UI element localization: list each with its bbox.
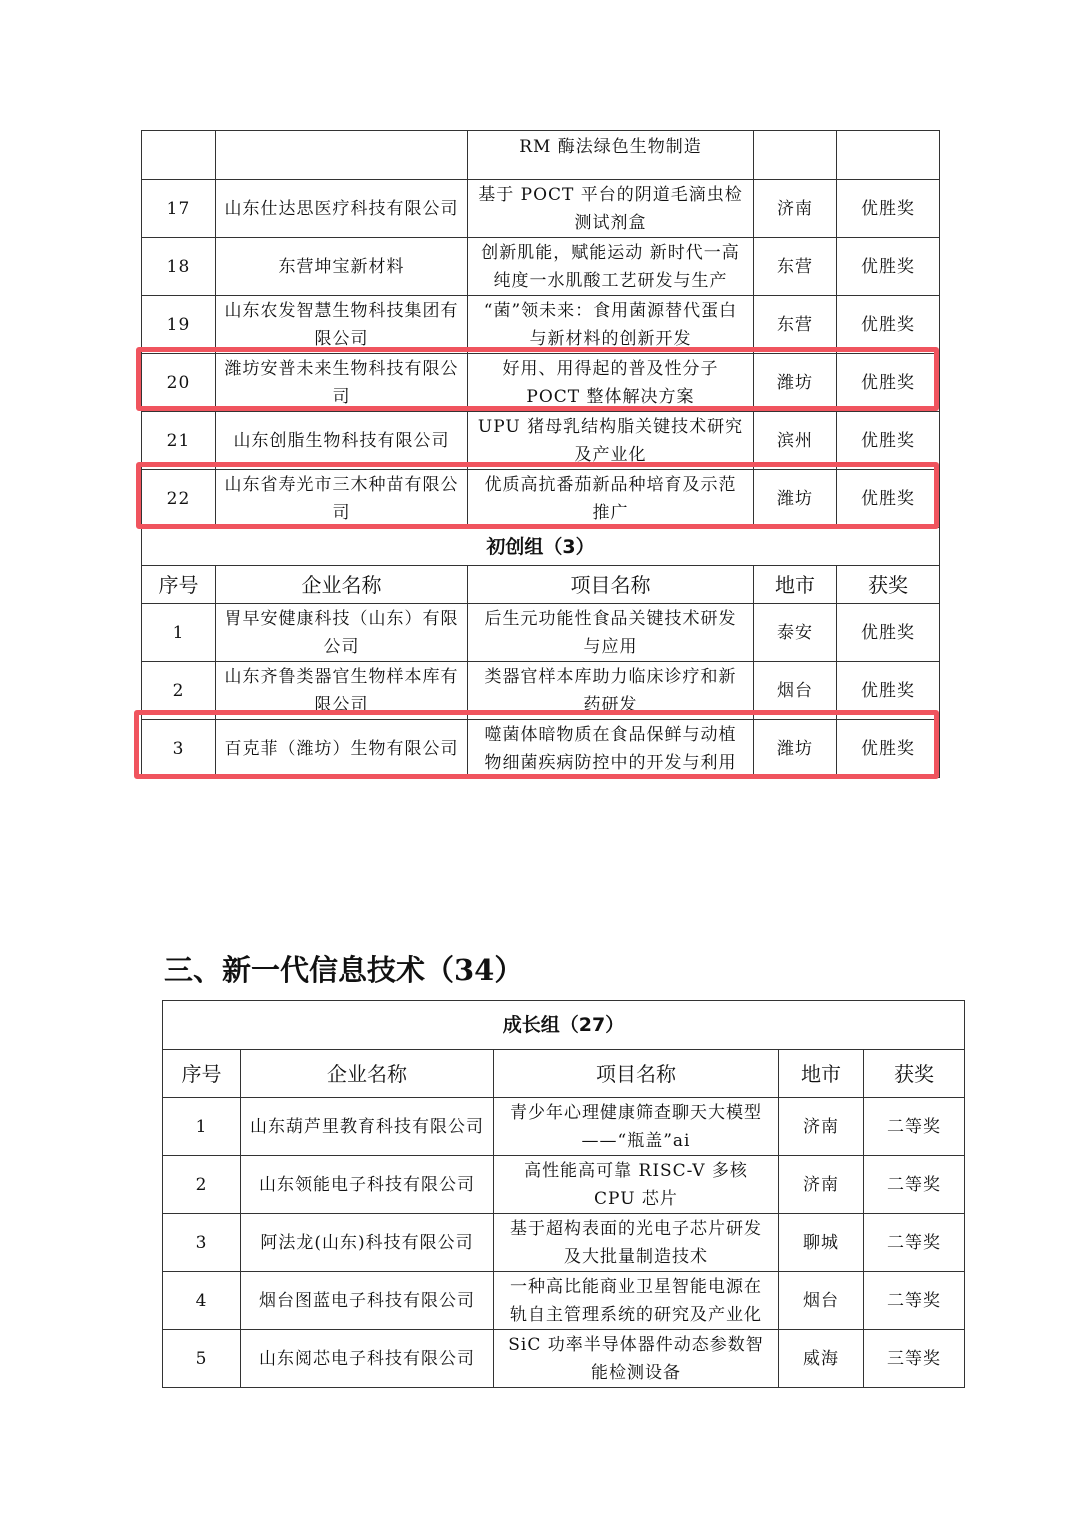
- no-cell: 22: [142, 470, 216, 528]
- header-company: 企业名称: [216, 566, 468, 604]
- no-cell: [142, 131, 216, 180]
- project-cell: “菌”领未来：食用菌源替代蛋白与新材料的创新开发: [468, 296, 754, 354]
- group-title-row: [163, 1001, 965, 1050]
- award-cell: 优胜奖: [837, 180, 940, 238]
- city-cell: 济南: [779, 1156, 864, 1214]
- table-row: [142, 238, 940, 296]
- header-city: 地市: [779, 1050, 864, 1098]
- company-cell: [216, 131, 468, 180]
- no-cell: 1: [163, 1098, 241, 1156]
- table-row: [142, 296, 940, 354]
- header-row: [142, 566, 940, 604]
- no-cell: 2: [163, 1156, 241, 1214]
- no-cell: 19: [142, 296, 216, 354]
- no-cell: 5: [163, 1330, 241, 1388]
- city-cell: 潍坊: [754, 720, 837, 778]
- project-cell: 一种高比能商业卫星智能电源在轨自主管理系统的研究及产业化: [494, 1272, 779, 1330]
- city-cell: [754, 131, 837, 180]
- city-cell: 东营: [754, 296, 837, 354]
- header-row: [163, 1050, 965, 1098]
- project-cell: 好用、用得起的普及性分子 POCT 整体解决方案: [468, 354, 754, 412]
- company-cell: 山东农发智慧生物科技集团有限公司: [216, 296, 468, 354]
- city-cell: 聊城: [779, 1214, 864, 1272]
- award-cell: 优胜奖: [837, 662, 940, 720]
- table-row: [163, 1156, 965, 1214]
- project-cell: 类器官样本库助力临床诊疗和新药研发: [468, 662, 754, 720]
- company-cell: 潍坊安普未来生物科技有限公司: [216, 354, 468, 412]
- group-title-row: [142, 528, 940, 566]
- project-cell: UPU 猪母乳结构脂关键技术研究及产业化: [468, 412, 754, 470]
- header-award: 获奖: [837, 566, 940, 604]
- table-row: [142, 662, 940, 720]
- info-tech-award-table: [162, 1000, 965, 1388]
- award-cell: 二等奖: [864, 1098, 965, 1156]
- award-cell: 二等奖: [864, 1214, 965, 1272]
- project-cell: SiC 功率半导体器件动态参数智能检测设备: [494, 1330, 779, 1388]
- award-cell: 优胜奖: [837, 470, 940, 528]
- city-cell: 烟台: [779, 1272, 864, 1330]
- no-cell: 17: [142, 180, 216, 238]
- no-cell: 3: [163, 1214, 241, 1272]
- table-row: [142, 412, 940, 470]
- project-cell: 优质高抗番茄新品种培育及示范推广: [468, 470, 754, 528]
- company-cell: 山东仕达思医疗科技有限公司: [216, 180, 468, 238]
- header-award: 获奖: [864, 1050, 965, 1098]
- award-cell: 优胜奖: [837, 720, 940, 778]
- biotech-award-table: [141, 130, 940, 778]
- company-cell: 山东省寿光市三木种苗有限公司: [216, 470, 468, 528]
- table-row: [142, 720, 940, 778]
- award-cell: 三等奖: [864, 1330, 965, 1388]
- city-cell: 潍坊: [754, 354, 837, 412]
- no-cell: 20: [142, 354, 216, 412]
- city-cell: 烟台: [754, 662, 837, 720]
- no-cell: 21: [142, 412, 216, 470]
- company-cell: 山东创脂生物科技有限公司: [216, 412, 468, 470]
- header-city: 地市: [754, 566, 837, 604]
- project-cell: RM 酶法绿色生物制造: [468, 131, 754, 180]
- project-cell: 青少年心理健康筛查聊天大模型——“瓶盖”ai: [494, 1098, 779, 1156]
- city-cell: 威海: [779, 1330, 864, 1388]
- project-cell: 后生元功能性食品关键技术研发与应用: [468, 604, 754, 662]
- table-row: [142, 354, 940, 412]
- company-cell: 东营坤宝新材料: [216, 238, 468, 296]
- award-cell: 二等奖: [864, 1156, 965, 1214]
- city-cell: 济南: [754, 180, 837, 238]
- no-cell: 4: [163, 1272, 241, 1330]
- city-cell: 泰安: [754, 604, 837, 662]
- project-cell: 基于超构表面的光电子芯片研发及大批量制造技术: [494, 1214, 779, 1272]
- section-title: 三、新一代信息技术（34）: [164, 953, 524, 987]
- award-cell: 优胜奖: [837, 238, 940, 296]
- city-cell: 滨州: [754, 412, 837, 470]
- project-cell: 创新肌能，赋能运动 新时代一高纯度一水肌酸工艺研发与生产: [468, 238, 754, 296]
- company-cell: 山东葫芦里教育科技有限公司: [241, 1098, 494, 1156]
- project-cell: 基于 POCT 平台的阴道毛滴虫检测试剂盒: [468, 180, 754, 238]
- no-cell: 1: [142, 604, 216, 662]
- header-project: 项目名称: [468, 566, 754, 604]
- header-no: 序号: [142, 566, 216, 604]
- company-cell: 胃早安健康科技（山东）有限公司: [216, 604, 468, 662]
- no-cell: 3: [142, 720, 216, 778]
- company-cell: 阿法龙(山东)科技有限公司: [241, 1214, 494, 1272]
- table-row: [163, 1272, 965, 1330]
- header-no: 序号: [163, 1050, 241, 1098]
- award-cell: [837, 131, 940, 180]
- header-company: 企业名称: [241, 1050, 494, 1098]
- group-title: 成长组（27）: [163, 1001, 965, 1050]
- no-cell: 2: [142, 662, 216, 720]
- award-cell: 优胜奖: [837, 412, 940, 470]
- table-row: [163, 1098, 965, 1156]
- company-cell: 山东齐鲁类器官生物样本库有限公司: [216, 662, 468, 720]
- city-cell: 潍坊: [754, 470, 837, 528]
- table-row: [163, 1330, 965, 1388]
- award-cell: 优胜奖: [837, 296, 940, 354]
- group-title: 初创组（3）: [142, 528, 940, 566]
- award-cell: 优胜奖: [837, 604, 940, 662]
- city-cell: 东营: [754, 238, 837, 296]
- project-cell: 噬菌体暗物质在食品保鲜与动植物细菌疾病防控中的开发与利用: [468, 720, 754, 778]
- company-cell: 烟台图蓝电子科技有限公司: [241, 1272, 494, 1330]
- table-row: [142, 604, 940, 662]
- award-cell: 二等奖: [864, 1272, 965, 1330]
- header-project: 项目名称: [494, 1050, 779, 1098]
- city-cell: 济南: [779, 1098, 864, 1156]
- company-cell: 山东阅芯电子科技有限公司: [241, 1330, 494, 1388]
- award-cell: 优胜奖: [837, 354, 940, 412]
- table-row: [142, 180, 940, 238]
- company-cell: 山东领能电子科技有限公司: [241, 1156, 494, 1214]
- project-cell: 高性能高可靠 RISC-V 多核 CPU 芯片: [494, 1156, 779, 1214]
- table-row: [163, 1214, 965, 1272]
- table-row: [142, 470, 940, 528]
- company-cell: 百克菲（潍坊）生物有限公司: [216, 720, 468, 778]
- table-row: [142, 131, 940, 180]
- no-cell: 18: [142, 238, 216, 296]
